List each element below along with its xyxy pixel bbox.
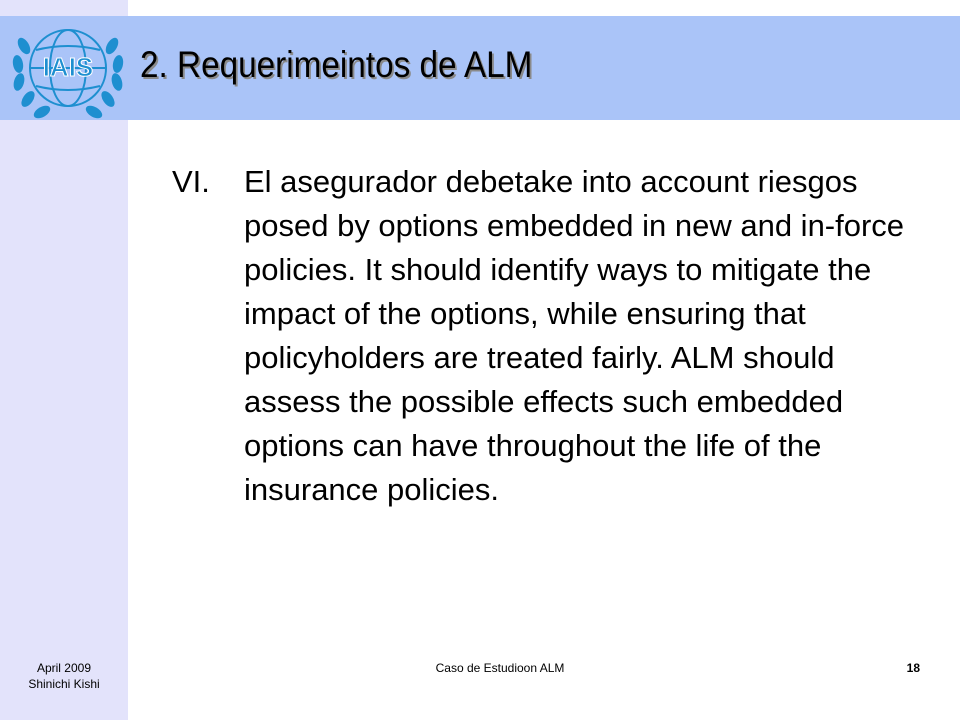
footer-title: Caso de Estudioon ALM (435, 661, 565, 675)
footer-date-author (0, 660, 128, 692)
footer-date: April 2009 (36, 661, 92, 675)
page-number: 18 (906, 661, 920, 675)
slide-title: 2. Requerimeintos de ALM (140, 44, 533, 85)
item-numeral: VI. (172, 164, 210, 199)
item-text: El asegurador debetake into account riesgos posed by options embedded in new and in-force policies. It should identify ways to mitigate the impact of the options, while ensuring that policyholders are treated fairly. ALM should assess the possible effects such embedded options can have throughout the life of the insurance policies. (244, 164, 905, 507)
logo-text: IAIS (42, 52, 94, 82)
footer-author: Shinichi Kishi (28, 677, 100, 691)
iais-logo (6, 6, 130, 130)
